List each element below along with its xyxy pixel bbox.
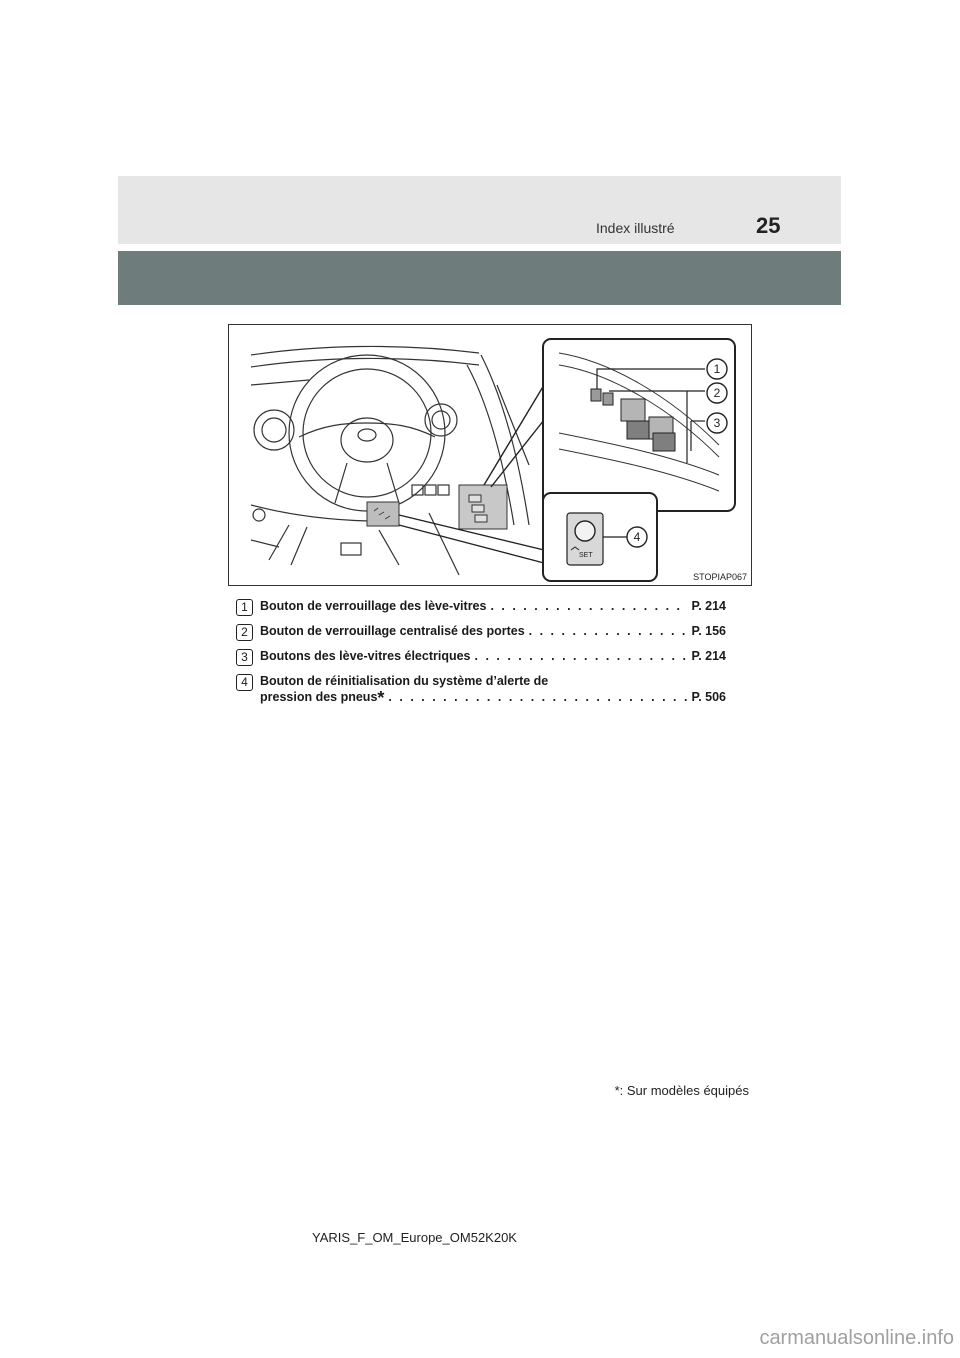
figure-id: STOPIAP067 [693,572,747,582]
legend-item-3 [236,648,726,664]
legend-label: Bouton de verrouillage centralisé des portes [260,624,525,638]
leader-dots [475,648,688,664]
page-number: 25 [756,213,781,238]
legend-label-text: pression des pneus [260,690,378,704]
chapter-band [118,251,841,305]
legend-number: 4 [236,674,253,691]
leader-dots [388,689,687,705]
dashboard-drawing [229,325,751,585]
leader-dots [490,598,687,614]
dashboard-illustration [228,324,752,586]
tpms-set-label: SET [579,552,593,559]
page-ref: P. 214 [691,599,726,613]
footnote: *: Sur modèles équipés [614,1083,749,1098]
callout-4: 4 [633,530,641,544]
callout-1: 1 [713,362,721,376]
callout-2: 2 [713,386,721,400]
document-footer: YARIS_F_OM_Europe_OM52K20K [312,1230,517,1245]
callout-3: 3 [713,416,721,430]
header-band [118,176,841,244]
section-title: Index illustré [596,220,675,236]
page-ref: P. 506 [691,690,726,704]
legend-label-line1: Bouton de réinitialisation du système d’alerte de [260,674,549,688]
leader-dots [529,623,688,639]
legend-number: 1 [236,599,253,616]
legend-number: 2 [236,624,253,641]
watermark: carmanualsonline.info [759,1327,954,1349]
legend-item-4 [236,673,726,708]
legend-label: Bouton de verrouillage des lève-vitres [260,599,487,613]
asterisk-mark: * [377,688,385,708]
legend-list [236,598,726,714]
legend-item-1 [236,598,726,614]
page-ref: P. 156 [691,624,726,638]
legend-item-2 [236,623,726,639]
legend-number: 3 [236,649,253,666]
legend-label: Boutons des lève-vitres électriques [260,649,471,663]
legend-label-line2 [260,688,385,708]
page-ref: P. 214 [691,649,726,663]
